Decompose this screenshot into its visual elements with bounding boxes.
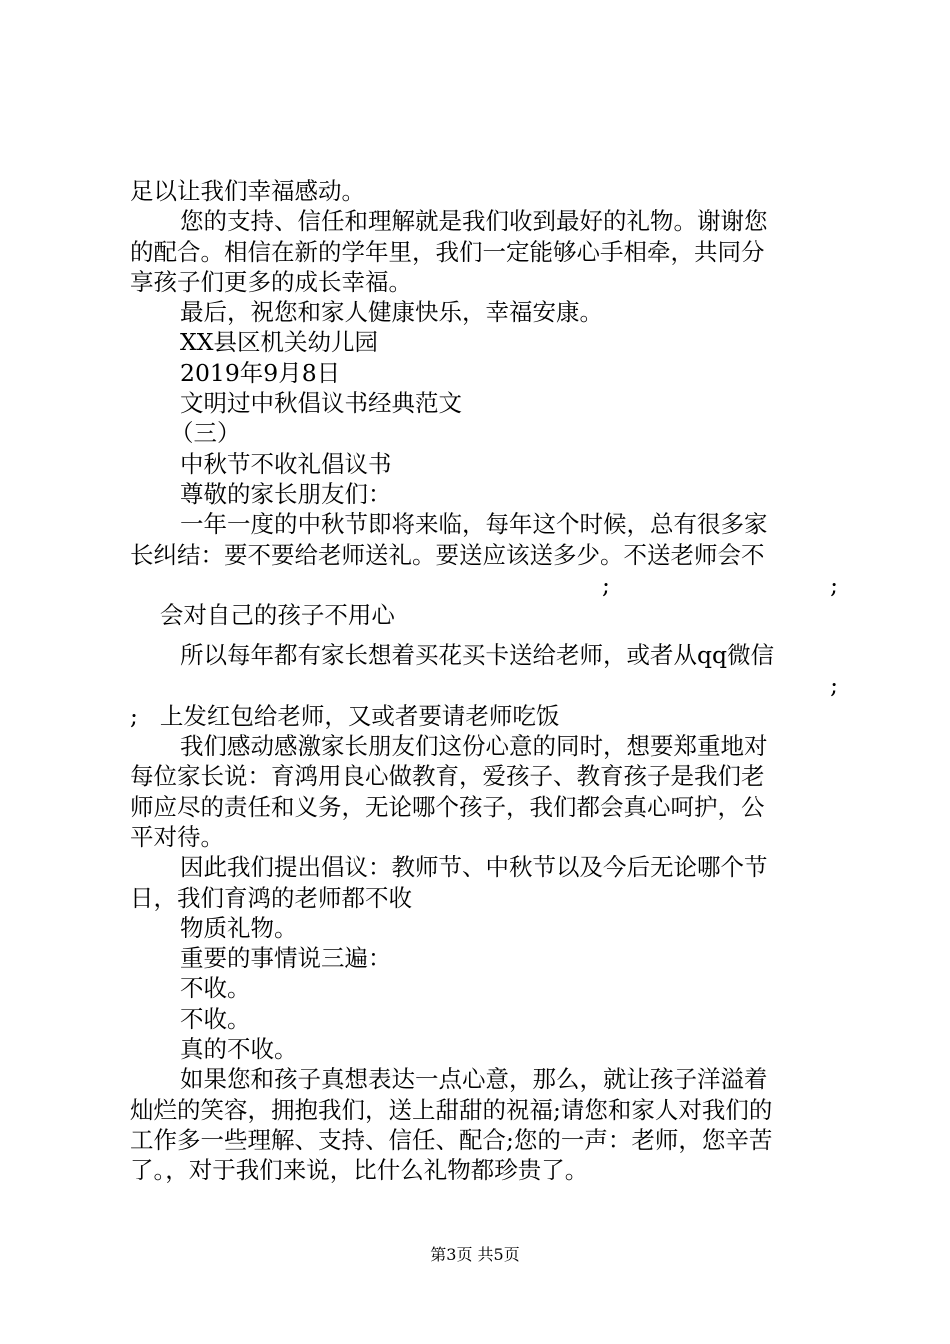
semicolon-mark: ; (830, 570, 838, 599)
text-line: 因此我们提出倡议：教师节、中秋节以及今后无论哪个节 (180, 853, 768, 882)
signature-organization: XX县区机关幼儿园 (180, 328, 378, 357)
greeting: 尊敬的家长朋友们： (180, 479, 392, 508)
text-line: 长纠结：要不要给老师送礼。要送应该送多少。不送老师会不 (130, 540, 765, 569)
text-line: 物质礼物。 (180, 913, 298, 942)
text-line: 真的不收。 (180, 1035, 298, 1064)
text-line: 工作多一些理解、支持、信任、配合;您的一声：老师，您辛苦 (130, 1125, 773, 1154)
text-line: 最后，祝您和家人健康快乐，幸福安康。 (180, 298, 603, 327)
text-line: 灿烂的笑容，拥抱我们，送上甜甜的祝福;请您和家人对我们的 (130, 1095, 773, 1124)
text-line: 平对待。 (130, 822, 224, 851)
page-footer: 第3页 共5页 (430, 1245, 520, 1264)
text-line: 不收。 (180, 1004, 251, 1033)
text-line: 如果您和孩子真想表达一点心意，那么，就让孩子洋溢着 (180, 1065, 768, 1094)
text-line: 日，我们育鸿的老师都不收 (130, 883, 412, 912)
semicolon-line: ; (130, 701, 138, 730)
document-body (130, 176, 838, 1186)
text-line: 每位家长说：育鸿用良心做教育，爱孩子、教育孩子是我们老 (130, 762, 765, 791)
semicolon-mark: ; (602, 570, 610, 599)
text-line: 师应尽的责任和义务，无论哪个孩子，我们都会真心呵护，公 (130, 792, 765, 821)
text-line: 足以让我们幸福感动。 (130, 177, 365, 205)
text-line: 我们感动感激家长朋友们这份心意的同时，想要郑重地对 (180, 732, 768, 761)
text-line: 一年一度的中秋节即将来临，每年这个时候，总有很多家 (180, 510, 768, 539)
semicolon-mark: ; (830, 671, 838, 700)
text-line: 的配合。相信在新的学年里，我们一定能够心手相牵，共同分 (130, 237, 765, 266)
text-line: 您的支持、信任和理解就是我们收到最好的礼物。谢谢您 (180, 207, 768, 236)
text-line: 重要的事情说三遍： (180, 944, 392, 973)
text-line (130, 670, 838, 730)
text-line: 所以每年都有家长想着买花买卡送给老师，或者从qq微信 (180, 641, 775, 670)
document-title: 中秋节不收礼倡议书 (180, 449, 392, 478)
text-line: 了。，对于我们来说，比什么礼物都珍贵了。 (130, 1156, 589, 1185)
section-part-number: （三） (170, 419, 241, 448)
text-line: 不收。 (180, 974, 251, 1003)
text-fragment: 会对自己的孩子不用心 (159, 601, 395, 630)
section-title: 文明过中秋倡议书经典范文 (180, 389, 462, 418)
text-line (130, 570, 838, 630)
text-fragment: 上发红包给老师，又或者要请老师吃饭 (159, 701, 560, 730)
signature-date: 2019年9月8日 (180, 358, 341, 387)
text-line: 享孩子们更多的成长幸福。 (130, 267, 412, 296)
